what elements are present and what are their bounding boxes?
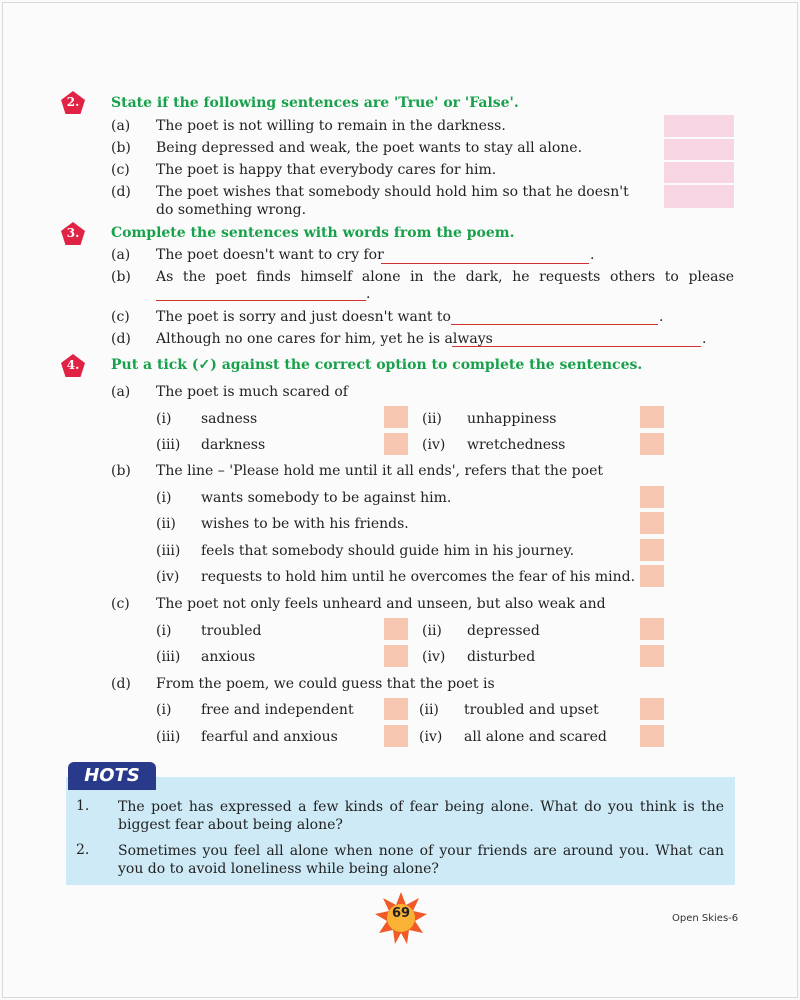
- q4-d-label: (d): [111, 676, 131, 692]
- q4-d-opt2-text: troubled and upset: [464, 702, 599, 718]
- q3-b-label: (b): [111, 269, 131, 285]
- q3-a-end: .: [590, 247, 595, 263]
- q4-d-opt4-num: (iv): [419, 729, 443, 745]
- q4-c-stem: The poet not only feels unheard and unseen, but also weak and: [156, 596, 606, 612]
- q4-c-opt1-num: (i): [156, 623, 172, 639]
- q2-b-answer-box[interactable]: [664, 139, 734, 160]
- q4-c-opt3-text: anxious: [201, 649, 256, 665]
- q4-c-opt3-num: (iii): [156, 649, 181, 665]
- q2-d-text: The poet wishes that somebody should hold him so that he doesn't: [156, 184, 629, 200]
- q4-a-opt3-tick-box[interactable]: [384, 433, 408, 455]
- q4-a-opt3-text: darkness: [201, 437, 266, 453]
- q4-a-opt1-num: (i): [156, 411, 172, 427]
- hots-2-number: 2.: [76, 842, 90, 858]
- q4-d-stem: From the poem, we could guess that the poet is: [156, 676, 495, 692]
- q4-a-opt4-tick-box[interactable]: [640, 433, 664, 455]
- q4-b-opt4-text: requests to hold him until he overcomes the fear of his mind.: [201, 569, 636, 585]
- q4-d-opt4-text: all alone and scared: [464, 729, 607, 745]
- question-4-title: Put a tick (✓) against the correct option to complete the sentences.: [111, 357, 643, 373]
- q4-a-opt4-text: wretchedness: [467, 437, 566, 453]
- q2-a-label: (a): [111, 118, 131, 134]
- q2-a-answer-box[interactable]: [664, 115, 734, 137]
- hots-title: HOTS: [68, 762, 156, 790]
- q3-d-label: (d): [111, 331, 131, 347]
- q4-c-label: (c): [111, 596, 130, 612]
- q4-d-opt4-tick-box[interactable]: [640, 725, 664, 747]
- q4-a-opt4-num: (iv): [422, 437, 446, 453]
- q4-a-stem: The poet is much scared of: [156, 384, 348, 400]
- q4-d-opt3-tick-box[interactable]: [384, 725, 408, 747]
- q2-c-answer-box[interactable]: [664, 162, 734, 183]
- q4-b-opt3-num: (iii): [156, 543, 181, 559]
- book-title: Open Skies-6: [672, 913, 739, 924]
- q2-d-label: (d): [111, 184, 131, 200]
- q4-d-opt3-text: fearful and anxious: [201, 729, 338, 745]
- q3-c-blank[interactable]: [451, 324, 658, 325]
- q4-d-opt2-tick-box[interactable]: [640, 698, 664, 720]
- hots-1-line1: The poet has expressed a few kinds of fear being alone. What do you think is the: [118, 799, 724, 815]
- q4-d-opt1-num: (i): [156, 702, 172, 718]
- q4-a-opt1-text: sadness: [201, 411, 258, 427]
- q4-a-opt1-tick-box[interactable]: [384, 406, 408, 428]
- q3-c-end: .: [659, 309, 664, 325]
- q4-b-label: (b): [111, 463, 131, 479]
- q3-d-blank[interactable]: [452, 346, 701, 347]
- q4-a-opt2-text: unhappiness: [467, 411, 557, 427]
- q4-b-stem: The line – 'Please hold me until it all ends', refers that the poet: [156, 463, 603, 479]
- hots-1-number: 1.: [76, 798, 90, 814]
- q4-b-opt1-num: (i): [156, 490, 172, 506]
- q4-a-label: (a): [111, 384, 131, 400]
- question-2-title: State if the following sentences are 'True' or 'False'.: [111, 95, 519, 111]
- q4-a-opt3-num: (iii): [156, 437, 181, 453]
- hots-2-line2: you do to avoid loneliness while being alone?: [118, 861, 439, 877]
- q4-c-opt1-tick-box[interactable]: [384, 618, 408, 640]
- q4-b-opt2-tick-box[interactable]: [640, 512, 664, 534]
- q3-d-text: Although no one cares for him, yet he is always: [156, 331, 493, 347]
- q4-b-opt3-text: feels that somebody should guide him in his journey.: [201, 543, 575, 559]
- q2-d-text-line2: do something wrong.: [156, 202, 307, 218]
- q4-c-opt4-num: (iv): [422, 649, 446, 665]
- q3-b-text: As the poet finds himself alone in the dark, he requests others to please: [156, 269, 734, 285]
- q4-c-opt4-tick-box[interactable]: [640, 645, 664, 667]
- q2-c-text: The poet is happy that everybody cares for him.: [156, 162, 497, 178]
- q3-c-text: The poet is sorry and just doesn't want to: [156, 309, 451, 325]
- q4-b-opt3-tick-box[interactable]: [640, 539, 664, 561]
- q2-b-text: Being depressed and weak, the poet wants to stay all alone.: [156, 140, 583, 156]
- q4-b-opt2-text: wishes to be with his friends.: [201, 516, 409, 532]
- q2-a-text: The poet is not willing to remain in the darkness.: [156, 118, 506, 134]
- question-3-title: Complete the sentences with words from the poem.: [111, 225, 515, 241]
- q4-d-opt1-tick-box[interactable]: [384, 698, 408, 720]
- q2-d-answer-box[interactable]: [664, 185, 734, 208]
- hots-2-line1: Sometimes you feel all alone when none of your friends are around you. What can: [118, 843, 724, 859]
- q4-c-opt2-num: (ii): [422, 623, 442, 639]
- q4-c-opt2-text: depressed: [467, 623, 540, 639]
- q4-c-opt2-tick-box[interactable]: [640, 618, 664, 640]
- hots-1-line2: biggest fear about being alone?: [118, 817, 343, 833]
- q3-b-end: .: [366, 286, 371, 302]
- q2-b-label: (b): [111, 140, 131, 156]
- q4-c-opt1-text: troubled: [201, 623, 262, 639]
- q4-c-opt3-tick-box[interactable]: [384, 645, 408, 667]
- q3-a-text: The poet doesn't want to cry for: [156, 247, 384, 263]
- q4-a-opt2-tick-box[interactable]: [640, 406, 664, 428]
- q3-d-end: .: [702, 331, 707, 347]
- q3-a-label: (a): [111, 247, 131, 263]
- q4-b-opt4-num: (iv): [156, 569, 180, 585]
- q2-c-label: (c): [111, 162, 130, 178]
- q4-b-opt1-tick-box[interactable]: [640, 486, 664, 508]
- q4-d-opt1-text: free and independent: [201, 702, 354, 718]
- question-3-number: 3.: [66, 226, 80, 240]
- q3-a-blank[interactable]: [381, 263, 589, 264]
- q4-b-opt4-tick-box[interactable]: [640, 565, 664, 587]
- q4-b-opt2-num: (ii): [156, 516, 176, 532]
- q3-c-label: (c): [111, 309, 130, 325]
- q3-b-blank[interactable]: [156, 300, 366, 301]
- q4-d-opt2-num: (ii): [419, 702, 439, 718]
- q4-d-opt3-num: (iii): [156, 729, 181, 745]
- q4-a-opt2-num: (ii): [422, 411, 442, 427]
- question-2-number: 2.: [66, 95, 80, 109]
- q4-b-opt1-text: wants somebody to be against him.: [201, 490, 452, 506]
- question-4-number: 4.: [66, 358, 80, 372]
- page-number: 69: [391, 906, 411, 921]
- q4-c-opt4-text: disturbed: [467, 649, 536, 665]
